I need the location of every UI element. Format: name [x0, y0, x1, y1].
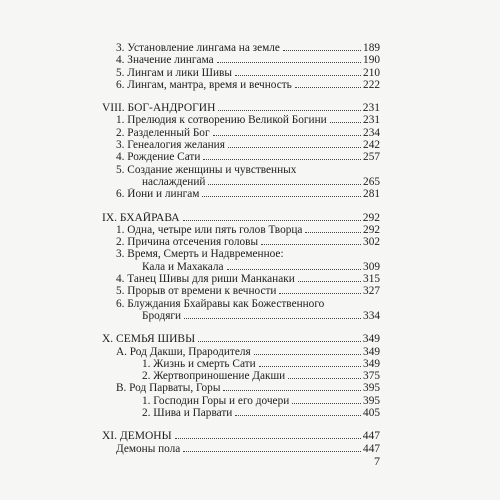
toc-entry: 4. Танец Шивы для риши Манканаки 315: [116, 273, 380, 286]
dot-leader: [203, 158, 361, 160]
toc-entry: A. Род Дакши, Прародителя 349: [116, 345, 380, 358]
dot-leader: [223, 389, 361, 391]
toc-entry: Демоны пола 447: [116, 442, 380, 455]
toc-entry: Бродяги 334: [142, 309, 380, 322]
toc-entry: 1. Одна, четыре или пять голов Творца 292: [116, 223, 380, 236]
toc-entry: 6. Йони и лингам 281: [116, 188, 380, 201]
dot-leader: [198, 340, 361, 342]
dot-leader: [227, 268, 362, 270]
toc-entry: 2. Шива и Парвати 405: [142, 407, 380, 420]
dot-leader: [259, 365, 361, 367]
toc-entry: 4. Значение лингама 190: [116, 54, 380, 67]
toc-entry: 3. Установление лингама на земле 189: [116, 42, 380, 54]
toc-entry: 2. Причина отсечения головы 302: [116, 236, 380, 249]
dot-leader: [279, 292, 361, 294]
toc-entry: 1. Прелюдия к сотворению Великой Богини 231: [116, 114, 380, 127]
toc-entry: 2. Разделенный Бог 234: [116, 126, 380, 139]
dot-leader: [208, 183, 361, 185]
toc-entry: 3. Генеалогия желания 242: [116, 139, 380, 152]
dot-leader: [298, 280, 361, 282]
toc-chapter-heading: VIII. БОГ-АНДРОГИН 231: [102, 102, 380, 115]
dot-leader: [235, 414, 361, 416]
toc-entry-line: 3. Время, Смерть и Надвременное:: [116, 248, 284, 261]
dot-leader: [184, 317, 361, 319]
dot-leader: [235, 74, 361, 76]
toc-entry: 2. Жертвоприношение Дакши 375: [142, 370, 380, 383]
toc-entry: 5. Лингам и лики Шивы 210: [116, 66, 380, 79]
dot-leader: [175, 437, 361, 439]
dot-leader: [228, 146, 361, 148]
toc-entry-line: 6. Блуждания Бхайравы как Божественного: [116, 297, 325, 310]
toc-entry: 4. Рождение Сати 257: [116, 151, 380, 164]
toc-entry-line: 5. Создание женщины и чувственных: [116, 163, 297, 176]
dot-leader: [261, 243, 361, 245]
toc-chapter-heading: IX. БХАЙРАВА 292: [102, 211, 380, 224]
dot-leader: [213, 134, 361, 136]
toc-entry: 1. Жизнь и смерть Сати 349: [142, 357, 380, 370]
dot-leader: [218, 109, 360, 111]
dot-leader: [330, 121, 361, 123]
dot-leader: [254, 353, 361, 355]
dot-leader: [217, 61, 361, 63]
dot-leader: [202, 195, 361, 197]
page-number: 7: [374, 454, 380, 468]
dot-leader: [305, 231, 361, 233]
dot-leader: [283, 49, 361, 51]
toc-entry: B. Род Парваты, Горы 395: [116, 382, 380, 395]
dot-leader: [288, 377, 361, 379]
dot-leader: [295, 86, 361, 88]
dot-leader: [183, 450, 361, 452]
toc-entry: 6. Лингам, мантра, время и вечность 222: [116, 78, 380, 91]
toc-entry: 1. Господин Горы и его дочери 395: [142, 394, 380, 407]
table-of-contents: [102, 42, 380, 455]
dot-leader: [183, 219, 361, 221]
toc-chapter-heading: XI. ДЕМОНЫ 447: [102, 430, 380, 443]
toc-entry: 5. Прорыв от времени к вечности 327: [116, 285, 380, 298]
toc-entry: Кала и Махакала 309: [142, 260, 380, 273]
dot-leader: [292, 402, 361, 404]
toc-chapter-heading: X. СЕМЬЯ ШИВЫ 349: [102, 333, 380, 346]
toc-entry: наслаждений 265: [142, 175, 380, 188]
